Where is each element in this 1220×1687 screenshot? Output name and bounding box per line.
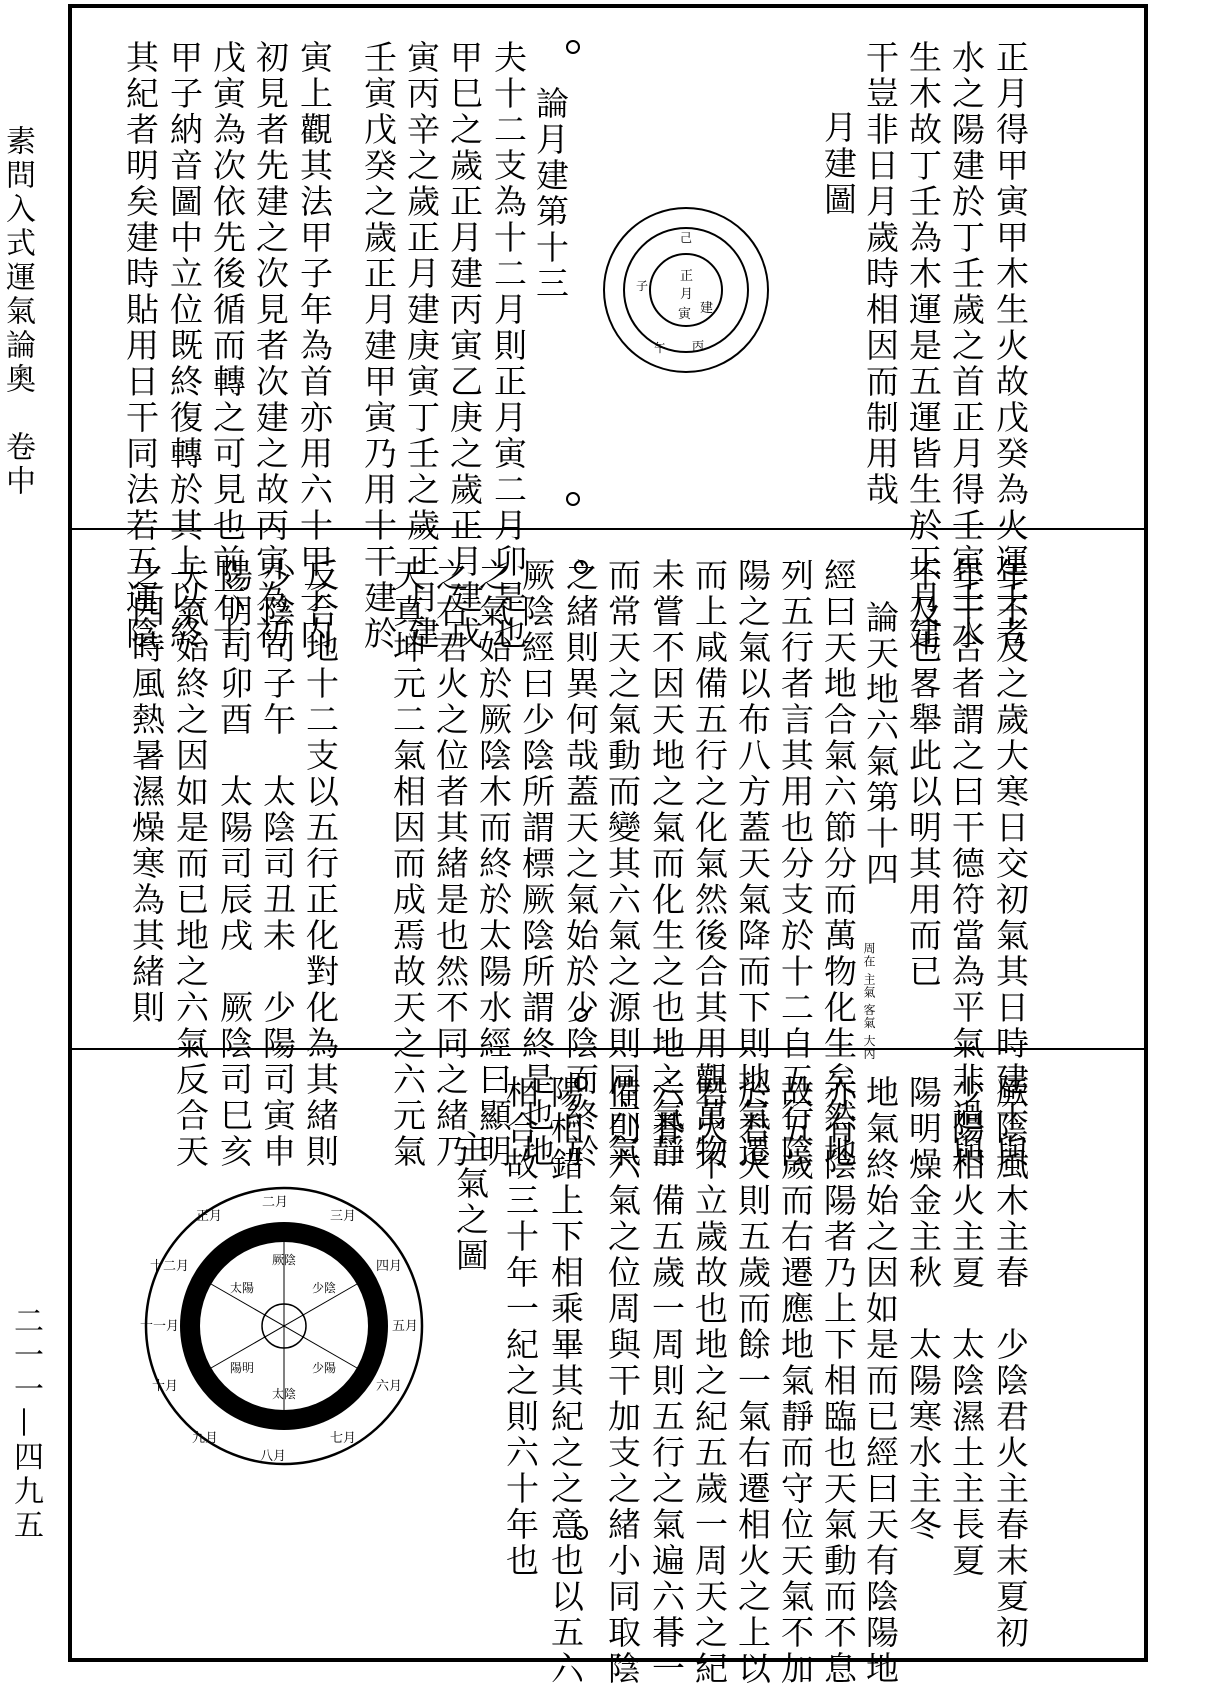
text-column: 陽明司卯酉 太陽司辰戌 厥陰司巳亥: [215, 558, 254, 1170]
text-column: 陽相錯上下相乘畢其紀之之意也以五六: [546, 1075, 585, 1687]
text-column: 初見者先建之次見者次建之故丙寅為初: [251, 40, 290, 652]
text-column: 甲子納音圖中立位既終復轉於其上以終: [165, 40, 204, 652]
book-title: 素問入式運氣論奧 卷中: [0, 125, 35, 499]
diagram-label: 厥陰: [272, 1253, 297, 1267]
diagram-label: 己: [680, 231, 693, 245]
circle-mark: [566, 40, 580, 54]
diagram-label: 四月: [376, 1259, 403, 1274]
text-column: 之緒則異何哉蓋天之氣始於少陰而終於: [561, 558, 600, 1170]
text-column: 反合地十二支以五行正化對化為其緒則: [301, 558, 340, 1170]
diagram-label: 三月: [330, 1209, 357, 1224]
text-column: 經曰天地合氣六節分而萬物化生矣然地: [819, 558, 858, 1170]
text-column: 厥陰經曰少陰所謂標厥陰所謂終是也地: [517, 558, 556, 1170]
circle-mark: [574, 1008, 588, 1022]
text-column: 天真坤元二氣相因而成焉故天之六元氣: [388, 558, 427, 1170]
diagram-label: 太陰: [272, 1387, 297, 1401]
text-column: 故五歲而右遷應地氣靜而守位天氣不加: [776, 1075, 815, 1687]
text-column: 年不及之歲大寒日交初氣其日時建干與: [991, 558, 1030, 1170]
diagram-label: 十二月: [150, 1259, 190, 1274]
circle-mark: [566, 492, 580, 506]
text-column: 陽明燥金主秋 太陽寒水主冬: [904, 1075, 943, 1543]
text-column: 水之陽建於丁壬歲之首正月得壬寅壬水: [947, 40, 986, 652]
text-column: 少陽相火主夏 太陰濕土主長夏: [947, 1075, 986, 1579]
diagram-label: 九月: [192, 1431, 219, 1446]
diagram-label: 十一月: [140, 1319, 180, 1334]
text-column: 天氣始終之因如是而已地之六氣反合天: [171, 558, 210, 1170]
text-column: 甲巳之歲正月建丙寅乙庚之歲正月建戊: [445, 40, 484, 652]
text-column: 備則六氣之位周與干加支之緒小同取陰: [603, 1075, 642, 1687]
circle-mark: [574, 1526, 588, 1540]
text-column: 於君火則五歲而餘一氣右遷相火之上以: [733, 1075, 772, 1687]
text-column: 厥陰風木主春 少陰君火主春末夏初: [991, 1075, 1030, 1651]
circle-mark: [574, 560, 588, 574]
diagram-label: 正月: [196, 1209, 223, 1224]
text-column: 相合故三十年一紀之則六十年也: [501, 1075, 540, 1579]
text-column: 陽之氣以布八方蓋天氣降而下則地氣遷: [733, 558, 772, 1170]
main-qi-diagram: [134, 1176, 434, 1476]
text-column: 戊寅為次依先後循而轉之可見也前六十: [208, 40, 247, 652]
diagram-label: 寅: [678, 307, 692, 322]
text-column: 之氣始於厥陰木而終於太陽水經曰顯明: [474, 558, 513, 1170]
diagram-title: 主氣之圖: [451, 1130, 490, 1274]
diagram-label: 午: [654, 341, 667, 355]
diagram-label: 八月: [260, 1449, 287, 1464]
text-column: 君火不立歲故也地之紀五歲一周天之紀: [690, 1075, 729, 1687]
diagram-title: 月建圖: [819, 110, 858, 218]
diagram-label: 少陰: [312, 1281, 337, 1295]
diagram-label: 月: [680, 287, 694, 302]
diagram-label: 二月: [262, 1195, 289, 1210]
diagram-label: 五月: [392, 1319, 419, 1334]
month-construction-diagram: [596, 200, 776, 380]
section-note: 周在 主氣 客氣 大內: [862, 942, 876, 1061]
text-column: 列五行者言其用也分支於十二自五行陰: [776, 558, 815, 1170]
text-column: 不及也畧舉此以明其用而已: [904, 558, 943, 990]
text-column: 之右君火之位者其緒是也然不同之緒乃: [431, 558, 470, 1170]
text-column: 壬寅戊癸之歲正月建甲寅乃用十干建於: [359, 40, 398, 652]
diagram-label: 正: [680, 269, 694, 284]
section-heading: 論月建第十三: [531, 86, 570, 302]
diagram-label: 七月: [330, 1431, 357, 1446]
diagram-label: 太陽: [230, 1281, 255, 1295]
diagram-label: 子: [636, 279, 649, 293]
text-column: 年干合者謂之曰干德符當為平氣非過與: [947, 558, 986, 1170]
page-number: 二一一—四九五: [8, 1305, 43, 1543]
text-column: 生木故丁壬為木運是五運皆生於正月建: [904, 40, 943, 652]
text-column: 而常天之氣動而變其六氣之源則同六氣: [603, 558, 642, 1170]
diagram-label: 建: [700, 301, 714, 316]
text-column: 正月得甲寅甲木生火故戊癸為火運壬者: [991, 40, 1030, 652]
text-column: 而上咸備五行之化氣然後合其用觀萬物: [690, 558, 729, 1170]
diagram-label: 丙: [692, 339, 705, 353]
text-column: 未嘗不因天地之氣而化生之也地之氣靜: [647, 558, 686, 1170]
circle-mark: [574, 1076, 588, 1090]
text-column: 之四時風熱暑濕燥寒為其緒則: [127, 558, 166, 1026]
text-column: 寅丙辛之歲正月建庚寅丁壬之歲正月建: [402, 40, 441, 652]
text-column: 其紀者明矣建時貼用日干同法若五運陰: [121, 40, 160, 652]
diagram-label: 十月: [152, 1379, 179, 1394]
text-column: 寅上觀其法甲子年為首亦用六十甲子内: [295, 40, 334, 652]
diagram-label: 六月: [376, 1379, 403, 1394]
text-column: 地氣終始之因如是而已經曰天有陰陽地: [861, 1075, 900, 1687]
text-column: 夫十二支為十二月則正月寅二月卯是也: [489, 40, 528, 652]
diagram-label: 陽明: [230, 1361, 255, 1375]
diagram-label: 少陽: [312, 1361, 337, 1375]
section-heading: 論天地六氣第十四: [861, 600, 900, 888]
text-column: 亦有陰陽者乃上下相臨也天氣動而不息: [819, 1075, 858, 1687]
text-column: 干豈非日月歲時相因而制用哉: [861, 40, 900, 508]
text-column: 六朞一備五歲一周則五行之氣遍六朞一: [647, 1075, 686, 1687]
text-column: 少陰司子午 太陰司丑未 少陽司寅申: [258, 558, 297, 1170]
